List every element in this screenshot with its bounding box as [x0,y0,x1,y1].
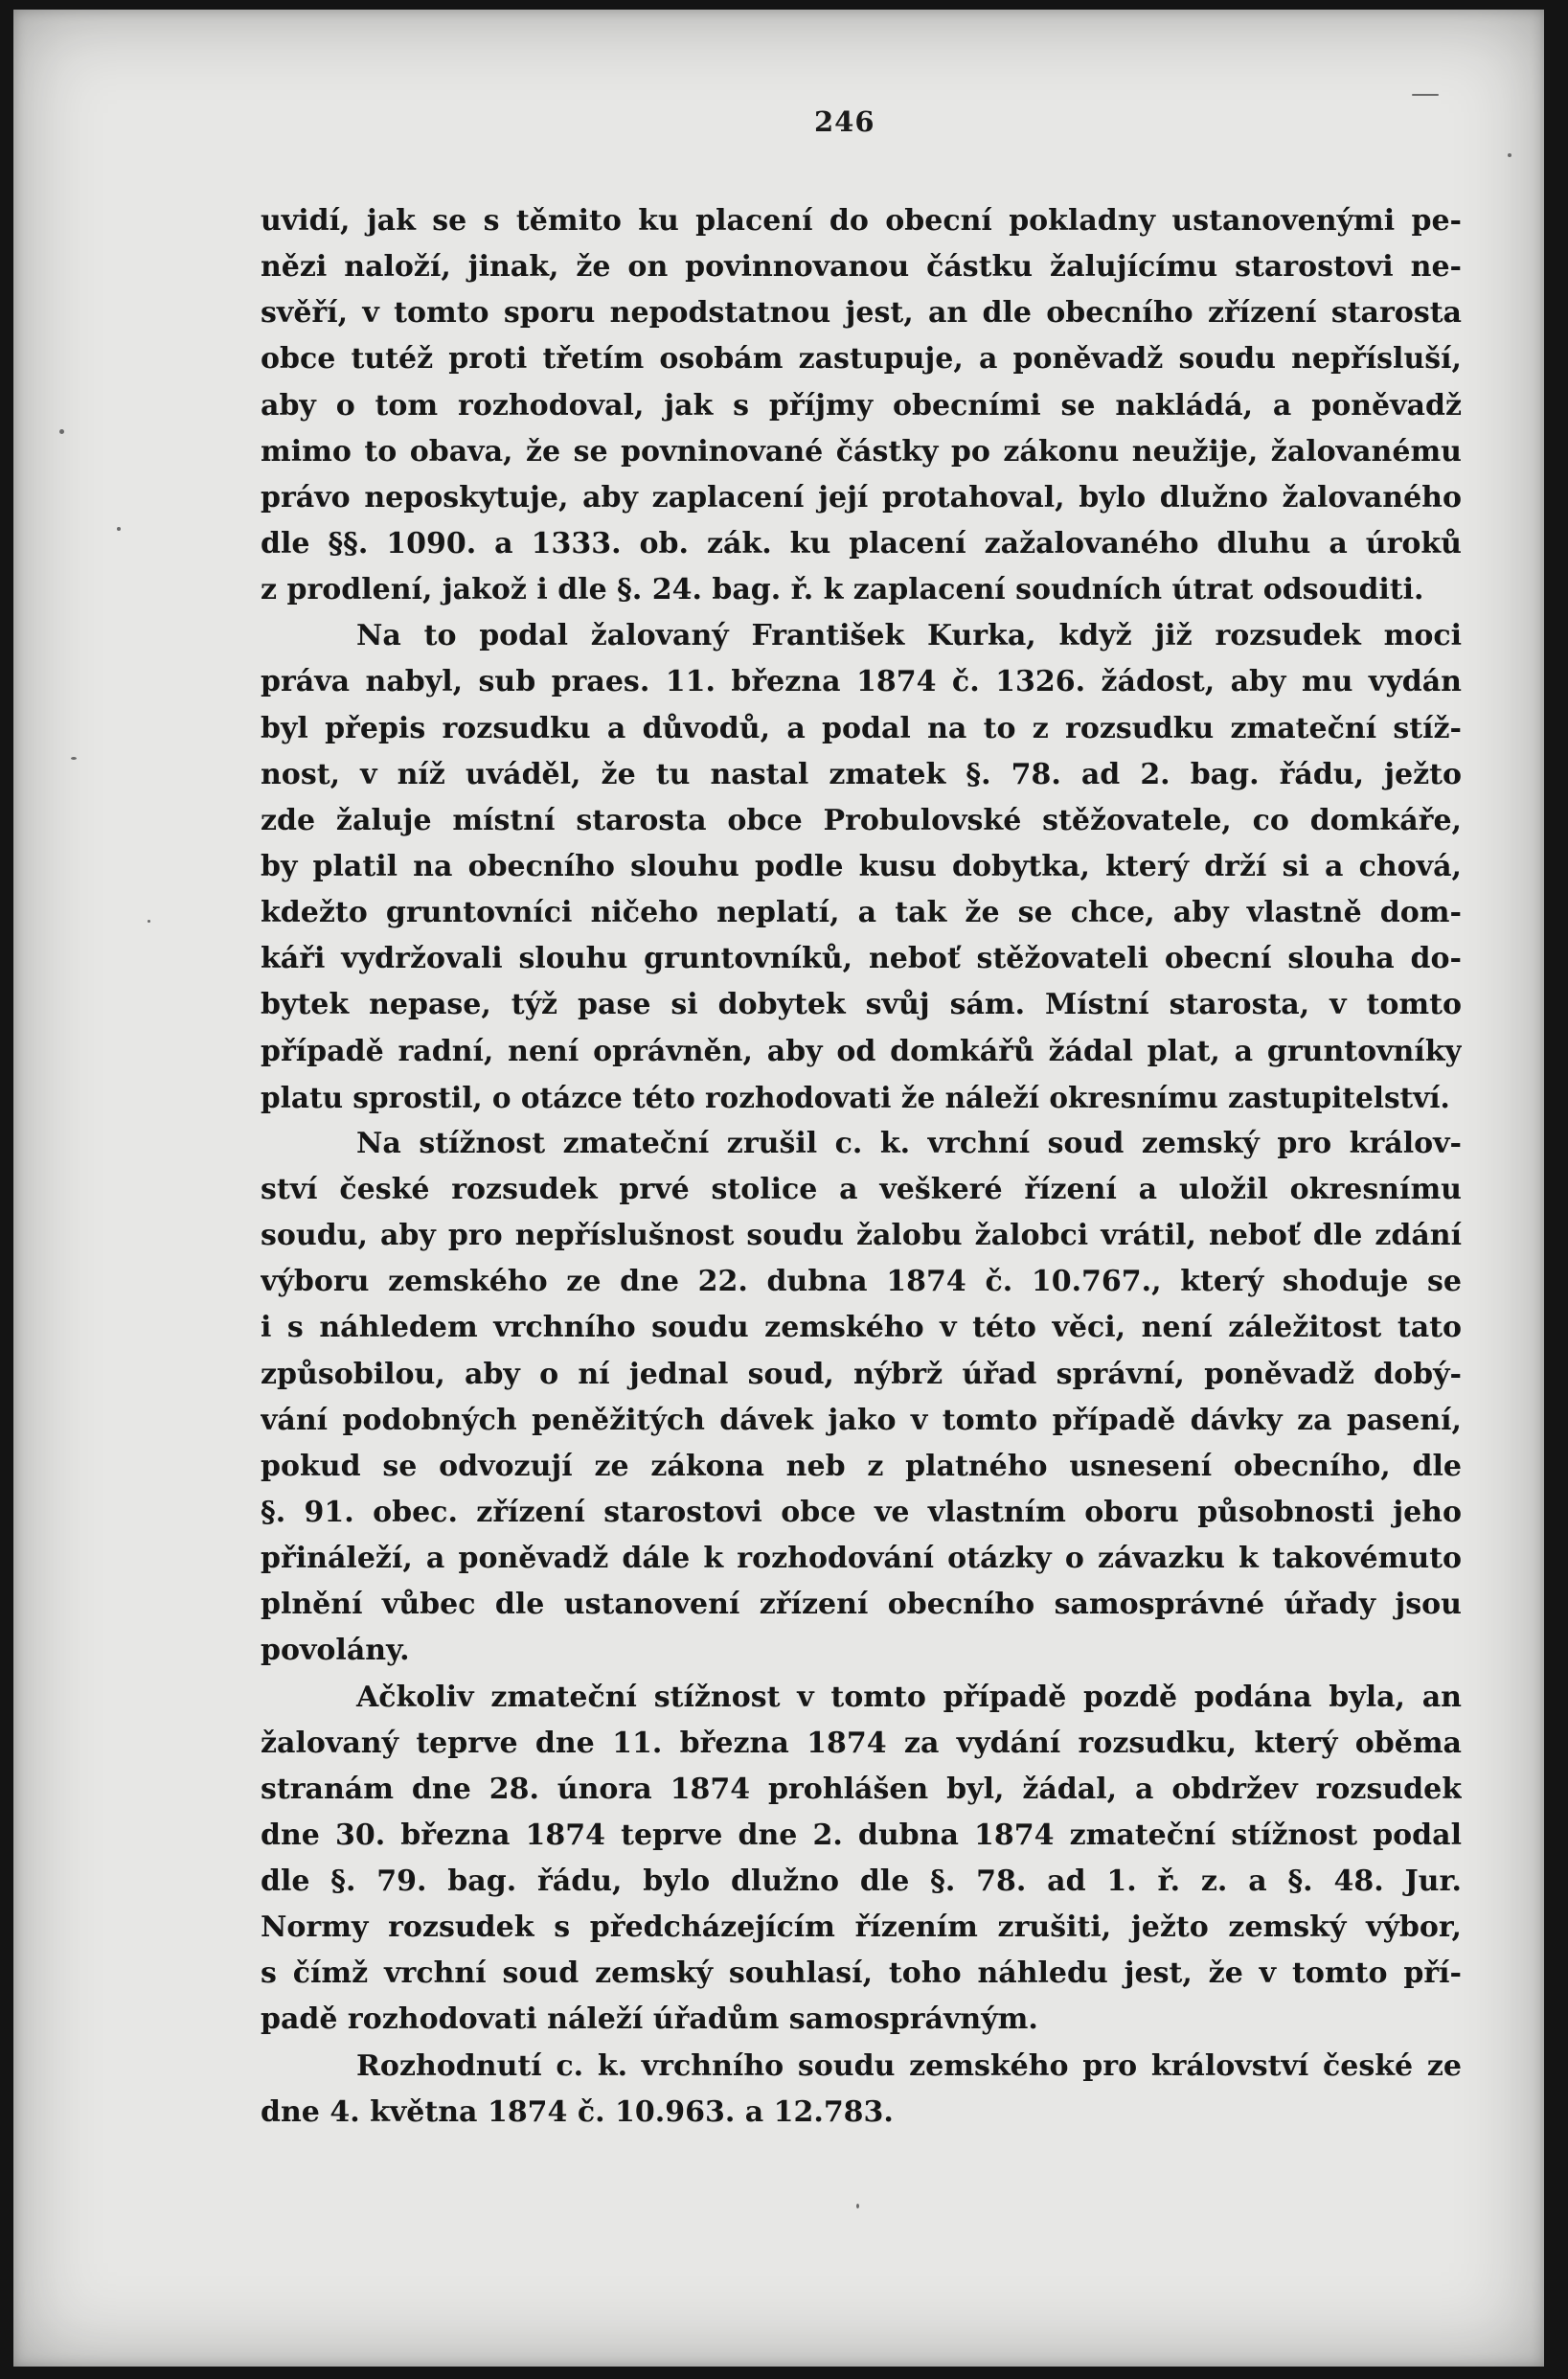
print-speck [117,527,121,531]
text-line: dne 4. května 1874 č. 10.963. a 12.783. [261,2094,894,2129]
text-line: Normy rozsudek s předcházejícím řízením zrušiti, ježto zemský výbor, [261,1910,1462,1945]
text-line: soudu, aby pro nepříslušnost soudu žalobu žalobci vrátil, neboť dle zdání [261,1219,1462,1253]
scanned-page [13,10,1544,2367]
text-line: nost, v níž uváděl, že tu nastal zmatek §. 78. ad 2. bag. řádu, ježto [261,757,1462,791]
text-line: dle §§. 1090. a 1333. ob. zák. ku placení zažalovaného dluhu a úroků [261,526,1462,560]
paragraph [261,198,1462,613]
text-line: byl přepis rozsudku a důvodů, a podal na to z rozsudku zmateční stíž- [261,711,1462,745]
text-line: Na stížnost zmateční zrušil c. k. vrchní soud zemský pro králov- [356,1126,1462,1160]
text-line: stranám dne 28. února 1874 prohlášen byl, žádal, a obdržev rozsudek [261,1772,1462,1806]
text-line: i s náhledem vrchního soudu zemského v této věci, není záležitost tato [261,1311,1462,1345]
text-line: obce tutéž proti třetím osobám zastupuje, a poněvadž soudu nepřísluší, [261,342,1462,377]
text-line: kdežto gruntovníci ničeho neplatí, a tak že se chce, aby vlastně dom- [261,896,1462,930]
print-speck [71,757,77,760]
text-line: nězi naloží, jinak, že on povinnovanou částku žalujícímu starostovi ne- [261,250,1462,285]
text-line: dle §. 79. bag. řádu, bylo dlužno dle §. 78. ad 1. ř. z. a §. 48. Jur. [261,1864,1462,1899]
text-line: plnění vůbec dle ustanovení zřízení obecního samosprávné úřady jsou [261,1588,1462,1622]
page-number: 246 [814,105,875,138]
print-speck [1508,153,1511,157]
text-line: padě rozhodovati náleží úřadům samosprávným. [261,2002,1038,2037]
text-line: s čímž vrchní soud zemský souhlasí, toho náhledu jest, že v tomto pří- [261,1956,1462,1991]
text-line: mimo to obava, že se povninované částky po zákonu neužije, žalovanému [261,434,1462,469]
print-speck [148,920,150,923]
text-line: práva nabyl, sub praes. 11. března 1874 č. 1326. žádost, aby mu vydán [261,665,1462,699]
print-speck [59,429,64,434]
print-speck [1412,94,1439,96]
text-line: aby o tom rozhodoval, jak s příjmy obecními se nakládá, a poněvadž [261,388,1462,423]
text-line: svěří, v tomto sporu nepodstatnou jest, an dle obecního zřízení starosta [261,296,1462,331]
text-line: ství české rozsudek prvé stolice a veškeré řízení a uložil okresnímu [261,1172,1462,1206]
text-line: způsobilou, aby o ní jednal soud, nýbrž úřad správní, poněvadž dobý- [261,1357,1462,1391]
text-line: případě radní, není oprávněn, aby od domkářů žádal plat, a gruntovníky [261,1034,1462,1068]
text-line: dne 30. března 1874 teprve dne 2. dubna 1874 zmateční stížnost podal [261,1818,1462,1852]
body-text [261,198,1462,2136]
text-line: z prodlení, jakož i dle §. 24. bag. ř. k zaplacení soudních útrat odsouditi. [261,573,1424,607]
text-line: platu sprostil, o otázce této rozhodovati že náleží okresnímu zastupitelství. [261,1080,1450,1114]
paragraph [261,1121,1462,1675]
text-line: výboru zemského ze dne 22. dubna 1874 č. 10.767., který shoduje se [261,1265,1462,1299]
text-line: by platil na obecního slouhu podle kusu dobytka, který drží si a chová, [261,849,1462,883]
text-line: zde žaluje místní starosta obce Probulovské stěžovatele, co domkáře, [261,803,1462,837]
text-line: §. 91. obec. zřízení starostovi obce ve vlastním oboru působnosti jeho [261,1495,1462,1529]
text-line: právo neposkytuje, aby zaplacení její protahoval, bylo dlužno žalovaného [261,480,1462,515]
text-line: přináleží, a poněvadž dále k rozhodování otázky o závazku k takovémuto [261,1542,1462,1576]
text-line: vání podobných peněžitých dávek jako v tomto případě dávky za pasení, [261,1403,1462,1437]
text-line: žalovaný teprve dne 11. března 1874 za vydání rozsudku, který oběma [261,1726,1462,1760]
text-line: Rozhodnutí c. k. vrchního soudu zemského pro království české ze [356,2048,1462,2083]
text-line: Na to podal žalovaný František Kurka, když již rozsudek moci [356,619,1462,653]
text-line: bytek nepase, týž pase si dobytek svůj sám. Místní starosta, v tomto [261,988,1462,1022]
paragraph [261,2044,1462,2136]
text-line: káři vydržovali slouhu gruntovníků, neboť stěžovateli obecní slouha do- [261,942,1462,976]
text-line: Ačkoliv zmateční stížnost v tomto případě pozdě podána byla, an [356,1680,1462,1714]
paragraph [261,1675,1462,2044]
text-line: pokud se odvozují ze zákona neb z platného usnesení obecního, dle [261,1449,1462,1483]
text-line: povolány. [261,1634,410,1668]
print-speck [856,2204,859,2208]
paragraph [261,613,1462,1121]
text-line: uvidí, jak se s těmito ku placení do obecní pokladny ustanovenými pe- [261,204,1462,238]
